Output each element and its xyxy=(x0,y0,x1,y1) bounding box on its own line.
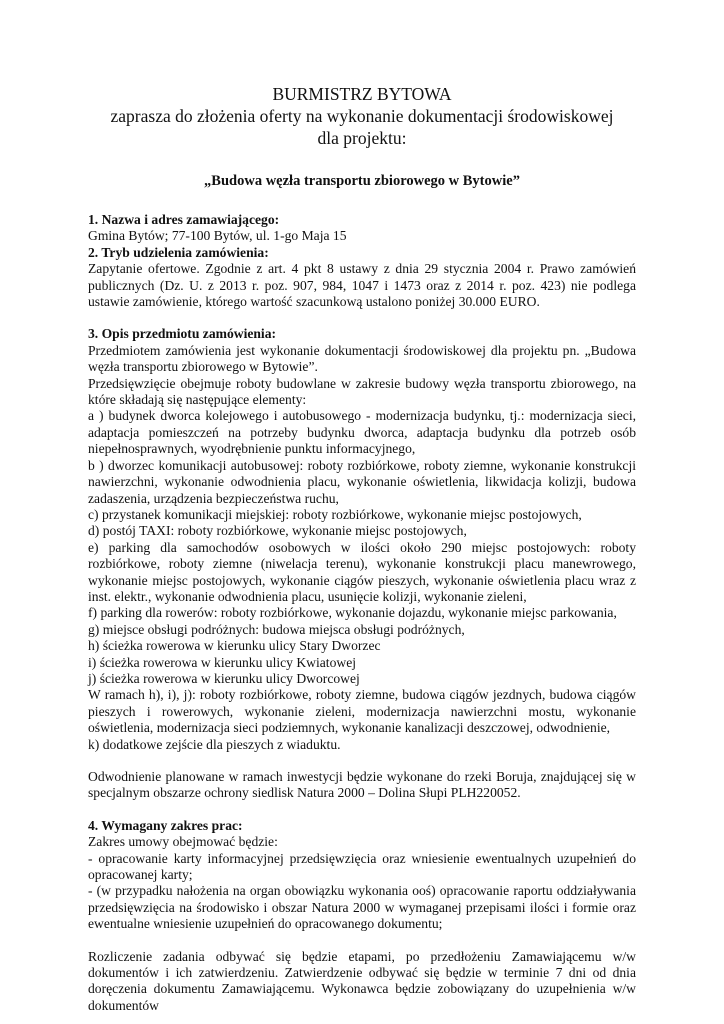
section-3-heading: 3. Opis przedmiotu zamówienia: xyxy=(88,326,277,342)
list-item: k) dodatkowe zejście dla pieszych z wiaduktu. xyxy=(88,736,341,752)
section-4-heading: 4. Wymagany zakres prac: xyxy=(88,817,243,833)
list-item: W ramach h), i), j): roboty rozbiórkowe, roboty ziemne, budowa ciągów jezdnych, budowa ciągów pieszych i rowerowych, wykonanie zieleni, modernizacja nawierzchni mostu, wykonanie oświetlenia, modernizacja sieci podziemnych, wykonanie kanalizacji deszczowej, odwodnienie, xyxy=(88,687,636,736)
list-item: d) postój TAXI: roboty rozbiórkowe, wykonanie miejsc postojowych, xyxy=(88,523,467,539)
list-item: j) ścieżka rowerowa w kierunku ulicy Dworcowej xyxy=(88,670,360,686)
section-4-intro: Zakres umowy obejmować będzie: xyxy=(88,834,278,850)
section-3-paragraph: Przedmiotem zamówienia jest wykonanie dokumentacji środowiskowej dla projektu pn. „Budowa węzła transportu zbiorowego w Bytowie”. xyxy=(88,342,636,375)
section-3-paragraph: Odwodnienie planowane w ramach inwestycji będzie wykonane do rzeki Boruja, znajdującej się w specjalnym obszarze ochrony siedlisk Natura 2000 – Dolina Słupi PLH220052. xyxy=(88,769,636,801)
list-item: h) ścieżka rowerowa w kierunku ulicy Stary Dworzec xyxy=(88,638,381,654)
section-3-paragraph: Przedsięwzięcie obejmuje roboty budowlane w zakresie budowy węzła transportu zbiorowego, na które składają się następujące elementy: xyxy=(88,375,636,408)
list-item: a ) budynek dworca kolejowego i autobusowego - modernizacja budynku, tj.: modernizacja sieci, adaptacja pomieszczeń na potrzeby budynku dworca, adaptacja budynku dla potrzeb osób niepełnosprawnych, wyodrębnienie punktu informacyjnego, xyxy=(88,408,636,457)
list-item: e) parking dla samochodów osobowych w ilości około 290 miejsc postojowych: roboty rozbiórkowe, roboty ziemne (niwelacja terenu), wykonanie konstrukcji placu manewrowego, wykonanie miejsc postojowych, wykonanie ciągów pieszych, wykonanie oświetlenia placu wraz z inst. elektr., wykonanie odwodnienia placu, usunięcie kolizji, wykonanie zieleni, xyxy=(88,539,636,604)
list-item: - opracowanie karty informacyjnej przedsięwzięcia oraz wniesienie ewentualnych uzupełnień do opracowanej karty; xyxy=(88,850,636,883)
project-subject: „Budowa węzła transportu zbiorowego w Bytowie” xyxy=(204,173,520,189)
section-4-paragraph: Rozliczenie zadania odbywać się będzie etapami, po przedłożeniu Zamawiającemu w/w dokumentów i ich zatwierdzeniu. Zatwierdzenie odbywać się będzie w terminie 7 dni od dnia doręczenia dokumentu Zamawiającemu. Wykonawca będzie zobowiązany do uzupełnienia w/w dokumentów xyxy=(88,948,636,1013)
list-item: f) parking dla rowerów: roboty rozbiórkowe, wykonanie dojazdu, wykonanie miejsc parkowania, xyxy=(88,605,617,621)
section-2-text: Zapytanie ofertowe. Zgodnie z art. 4 pkt 8 ustawy z dnia 29 stycznia 2004 r. Prawo zamówień publicznych (Dz. U. z 2013 r. poz. 907, 984, 1047 i 1473 oraz z 2014 r. poz. 423) nie podlega ustawie zamówienie, którego wartość szacunkową ustalono poniżej 30.000 EURO. xyxy=(88,261,636,310)
project-label: dla projektu: xyxy=(317,128,407,148)
section-2-heading: 2. Tryb udzielenia zamówienia: xyxy=(88,244,269,260)
list-item: b ) dworzec komunikacji autobusowej: roboty rozbiórkowe, roboty ziemne, wykonanie konstrukcji nawierzchni, wykonanie odwodnienia placu, wykonanie oświetlenia, likwidacja kolizji, budowa zadaszenia, urządzenia bezpieczeństwa ruchu, xyxy=(88,457,636,506)
issuer-title: BURMISTRZ BYTOWA xyxy=(272,84,452,104)
list-item: g) miejsce obsługi podróżnych: budowa miejsca obsługi podróżnych, xyxy=(88,621,465,637)
list-item: i) ścieżka rowerowa w kierunku ulicy Kwiatowej xyxy=(88,654,357,670)
list-item: c) przystanek komunikacji miejskiej: roboty rozbiórkowe, wykonanie miejsc postojowych, xyxy=(88,506,582,522)
list-item: - (w przypadku nałożenia na organ obowiązku wykonania ooś) opracowanie raportu oddziaływania przedsięwzięcia na środowisko i obszar Natura 2000 w wymaganej przepisami ilości i formie oraz ewentualne wniesienie uzupełnień do opracowanego dokumentu; xyxy=(88,883,636,932)
document-header xyxy=(78,83,646,149)
document-body xyxy=(88,212,636,1014)
invitation-line: zaprasza do złożenia oferty na wykonanie dokumentacji środowiskowej xyxy=(110,106,614,126)
section-1-text: Gmina Bytów; 77-100 Bytów, ul. 1-go Maja 15 xyxy=(88,228,347,244)
section-1-heading: 1. Nazwa i adres zamawiającego: xyxy=(88,212,280,227)
